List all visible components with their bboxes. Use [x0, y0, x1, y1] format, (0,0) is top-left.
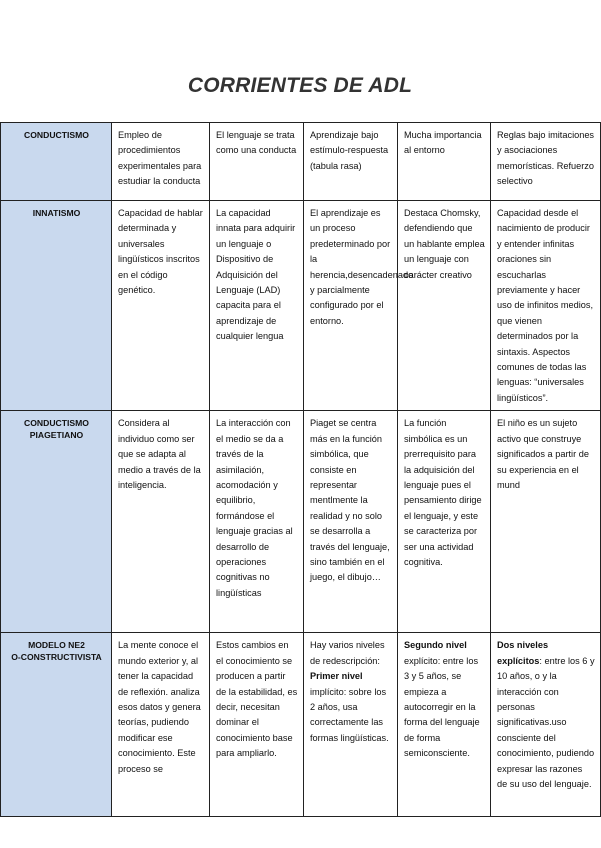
- table-cell: La mente conoce el mundo exterior y, al tener la capacidad de reflexión. analiza esos datos y genera teorías, pudiendo modificar ese conocimiento. Este proceso se: [112, 633, 210, 817]
- table-cell: Aprendizaje bajo estímulo-respuesta (tabula rasa): [304, 123, 398, 201]
- table-cell: Capacidad de hablar determinada y universales lingüísticos inscritos en el código genético.: [112, 201, 210, 411]
- row-heading: MODELO NE2 O-CONSTRUCTIVISTA: [1, 633, 112, 817]
- table-row: [1, 633, 601, 817]
- table-cell: Empleo de procedimientos experimentales para estudiar la conducta: [112, 123, 210, 201]
- table-cell: La función simbólica es un prerrequisito para la adquisición del lenguaje pues el pensamiento dirige el lenguaje, y este se caracteriza por ser una actividad cognitiva.: [398, 411, 491, 633]
- table-cell: El lenguaje se trata como una conducta: [210, 123, 304, 201]
- table-cell: Estos cambios en el conocimiento se producen a partir de la estabilidad, es decir, necesitan dominar el conocimiento base para ampliarlo.: [210, 633, 304, 817]
- table-cell: El niño es un sujeto activo que construye significados a partir de su experiencia en el mund: [491, 411, 601, 633]
- row-heading: CONDUCTISMO PIAGETIANO: [1, 411, 112, 633]
- table-cell: Destaca Chomsky, defendiendo que un hablante emplea un lenguaje con carácter creativo: [398, 201, 491, 411]
- table-cell: El aprendizaje es un proceso predeterminado por la herencia,desencadenado y parcialmente configurado por el entorno.: [304, 201, 398, 411]
- table-cell: Reglas bajo imitaciones y asociaciones memorísticas. Refuerzo selectivo: [491, 123, 601, 201]
- table-cell: Dos niveles explícitos: entre los 6 y 10 años, o y la interacción con personas significativas.uso consciente del conocimiento, pudiendo expresar las razones de su uso del lenguaje.: [491, 633, 601, 817]
- row-heading: INNATISMO: [1, 201, 112, 411]
- table-row: [1, 201, 601, 411]
- table-cell: Considera al individuo como ser que se adapta al medio a través de la inteligencia.: [112, 411, 210, 633]
- table-cell: La capacidad innata para adquirir un lenguaje o Dispositivo de Adquisición del Lenguaje (LAD) capacita para el aprendizaje de cualquier lengua: [210, 201, 304, 411]
- table-cell: Capacidad desde el nacimiento de producir y entender infinitas oraciones sin escucharlas previamente y hacer uso de infinitos medios, que vienen determinados por la sintaxis. Aspectos comunes de todas las lenguas: “universales lingüísticos”.: [491, 201, 601, 411]
- page-title: CORRIENTES DE ADL: [187, 74, 413, 97]
- table-row: [1, 411, 601, 633]
- adl-table: [0, 122, 601, 817]
- table-cell: Segundo nivel explícito: entre los 3 y 5 años, se empieza a autocorregir en la forma del lenguaje de forma semiconsciente.: [398, 633, 491, 817]
- row-heading: CONDUCTISMO: [1, 123, 112, 201]
- table-cell: Hay varios niveles de redescripción: Primer nivel implícito: sobre los 2 años, usa correctamente las formas lingüísticas.: [304, 633, 398, 817]
- table-cell: La interacción con el medio se da a través de la asimilación, acomodación y equilibrio, formándose el lenguaje gracias al desarrollo de operaciones cognitivas no lingüísticas: [210, 411, 304, 633]
- table-cell: Mucha importancia al entorno: [398, 123, 491, 201]
- table-row: [1, 123, 601, 201]
- table-cell: Piaget se centra más en la función simbólica, que consiste en representar mentlmente la realidad y no solo se desarrolla a través del lenguaje, sino también en el juego, el dibujo…: [304, 411, 398, 633]
